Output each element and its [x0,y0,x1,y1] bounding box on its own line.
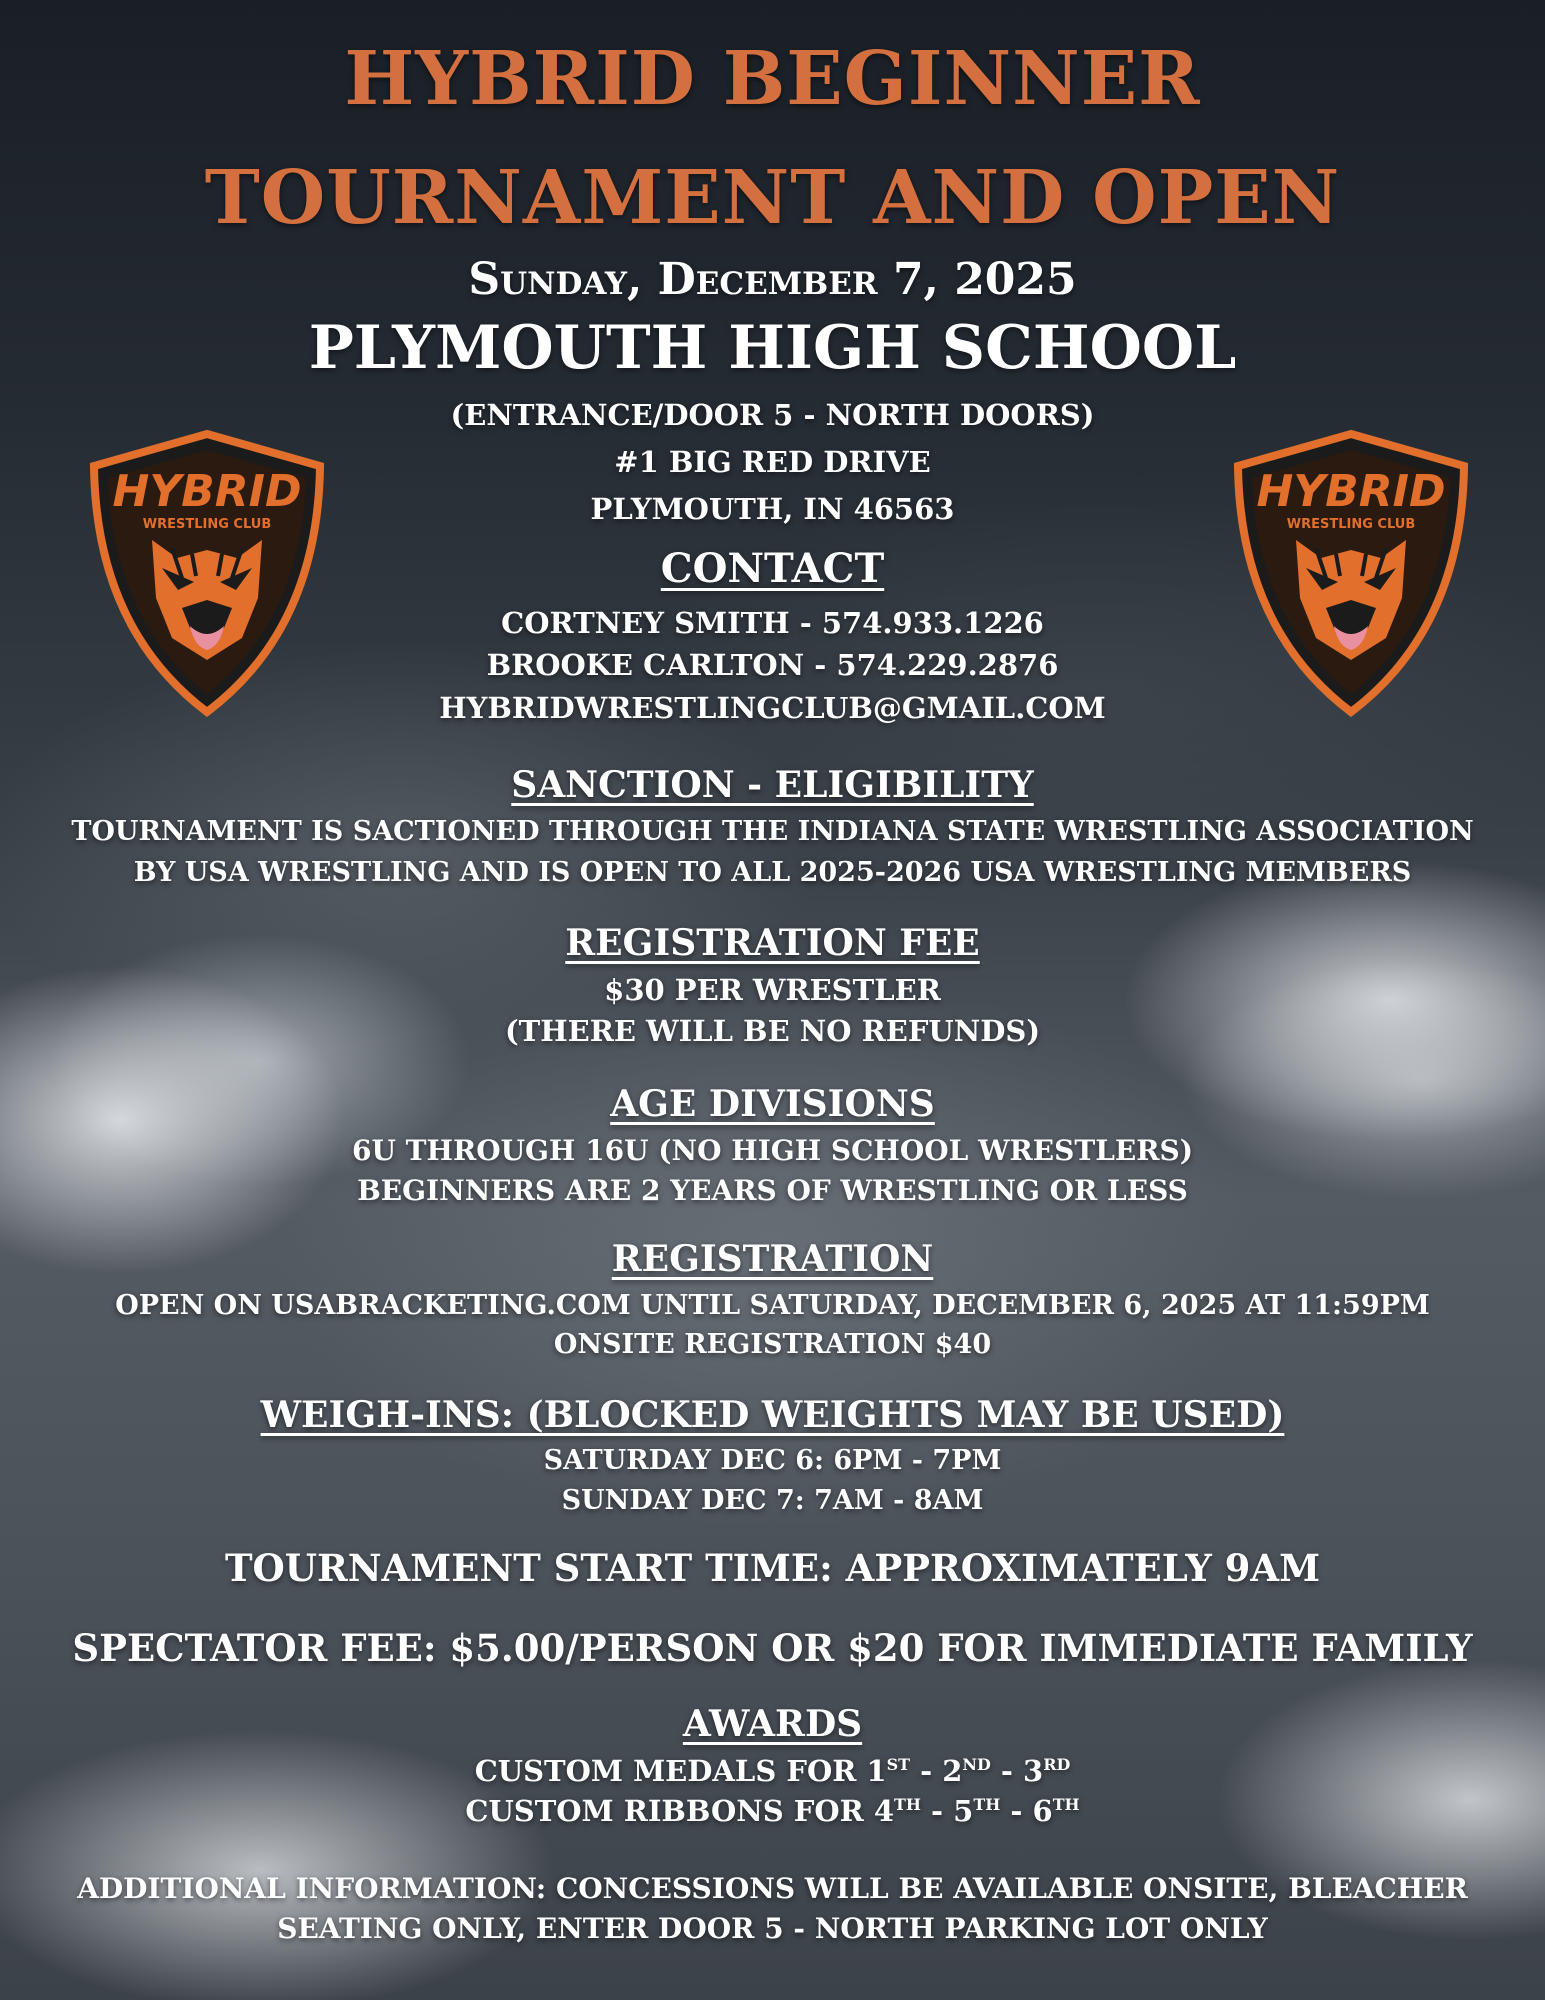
spectator-fee: SPECTATOR FEE: $5.00/PERSON OR $20 FOR IMMEDIATE FAMILY [72,1626,1473,1670]
contact-line: CORTNEY SMITH - 574.933.1226 [501,606,1044,640]
registration-line: OPEN ON USABRACKETING.COM UNTIL SATURDAY, DECEMBER 6, 2025 AT 11:59PM [115,1290,1430,1321]
logo-subtext: WRESTLING CLUB [1286,517,1416,532]
contact-email: HYBRIDWRESTLINGCLUB@GMAIL.COM [439,691,1106,725]
weighins-heading: WEIGH-INS: (BLOCKED WEIGHTS MAY BE USED) [260,1394,1285,1436]
venue-entrance: (ENTRANCE/DOOR 5 - NORTH DOORS) [450,398,1095,432]
ages-line: BEGINNERS ARE 2 YEARS OF WRESTLING OR LESS [357,1174,1188,1207]
additional-info-line: SEATING ONLY, ENTER DOOR 5 - NORTH PARKING LOT ONLY [277,1912,1268,1945]
venue-street: #1 BIG RED DRIVE [614,445,931,479]
start-time: TOURNAMENT START TIME: APPROXIMATELY 9AM [224,1546,1321,1590]
additional-info-line: ADDITIONAL INFORMATION: CONCESSIONS WILL BE AVAILABLE ONSITE, BLEACHER [77,1872,1468,1905]
registration-heading: REGISTRATION [611,1238,934,1280]
weighins-line: SATURDAY DEC 6: 6PM - 7PM [543,1445,1002,1476]
weighins-line: SUNDAY DEC 7: 7AM - 8AM [561,1485,984,1516]
sanction-line: BY USA WRESTLING AND IS OPEN TO ALL 2025-2026 USA WRESTLING MEMBERS [133,857,1412,888]
venue-name: PLYMOUTH HIGH SCHOOL [308,313,1237,383]
title-line-2: TOURNAMENT AND OPEN [204,155,1341,241]
sanction-heading: SANCTION - ELIGIBILITY [511,764,1034,806]
contact-line: BROOKE CARLTON - 574.229.2876 [486,648,1059,682]
awards-medals: CUSTOM MEDALS FOR 1ST - 2ND - 3RD [474,1754,1071,1788]
logo-text: HYBRID [1256,466,1446,517]
fee-line: $30 PER WRESTLER [604,973,941,1007]
sanction-line: TOURNAMENT IS SACTIONED THROUGH THE INDIANA STATE WRESTLING ASSOCIATION [71,816,1474,847]
awards-ribbons: CUSTOM RIBBONS FOR 4TH - 5TH - 6TH [465,1794,1080,1828]
awards-heading: AWARDS [682,1703,863,1745]
registration-line: ONSITE REGISTRATION $40 [553,1329,992,1360]
logo-subtext: WRESTLING CLUB [142,517,272,532]
fee-line: (THERE WILL BE NO REFUNDS) [504,1014,1041,1048]
ages-heading: AGE DIVISIONS [610,1083,935,1125]
event-date: Sunday, December 7, 2025 [468,254,1077,305]
fee-heading: REGISTRATION FEE [565,922,980,964]
venue-city: PLYMOUTH, IN 46563 [590,492,955,526]
ages-line: 6U THROUGH 16U (NO HIGH SCHOOL WRESTLERS) [352,1134,1193,1167]
contact-heading: CONTACT [660,545,885,592]
title-line-1: HYBRID BEGINNER [344,36,1201,122]
logo-text: HYBRID [112,466,302,517]
